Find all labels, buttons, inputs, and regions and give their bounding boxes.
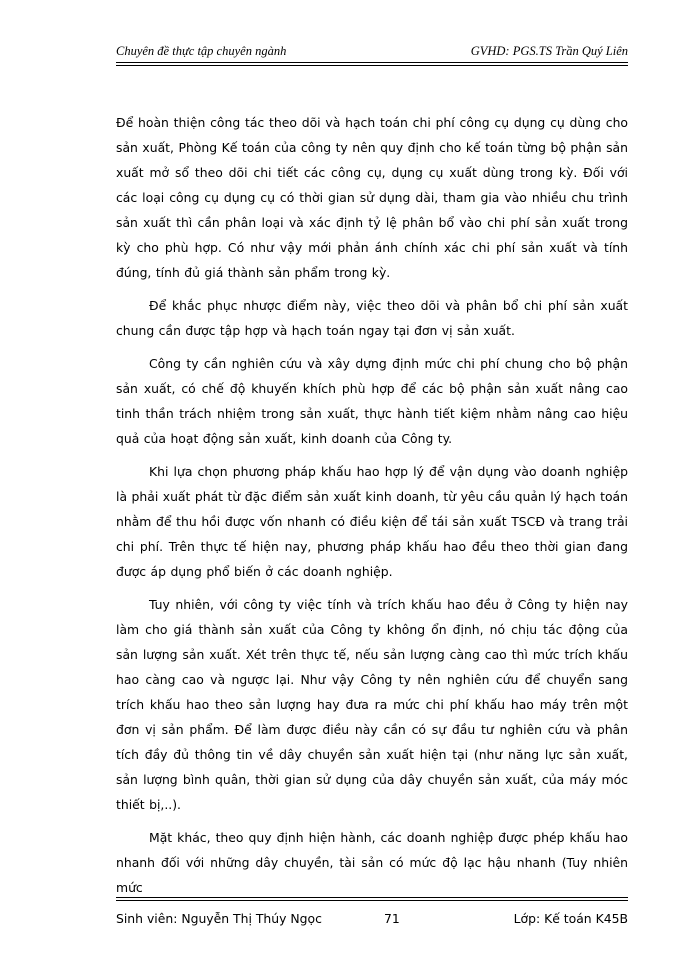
page-footer: [116, 911, 628, 929]
footer-page-number: 71: [384, 911, 400, 926]
footer-divider-top: [116, 897, 628, 898]
header-course-title: Chuyên đề thực tập chuyên ngành: [116, 44, 287, 58]
footer-student-name: Sinh viên: Nguyễn Thị Thúy Ngọc: [116, 911, 322, 926]
page-body: [116, 110, 628, 900]
paragraph-3: Công ty cần nghiên cứu và xây dựng định mức chi phí chung cho bộ phận sản xuất, có chế độ khuyến khích phù hợp để các bộ phận sản xuất nâng cao tinh thần trách nhiệm trong sản xuất, thực hành tiết kiệm nhằm nâng cao hiệu quả của hoạt động sản xuất, kinh doanh của Công ty.: [116, 356, 628, 446]
paragraph-5: Tuy nhiên, với công ty việc tính và trích khấu hao đều ở Công ty hiện nay làm cho giá thành sản xuất của Công ty không ổn định, nó chịu tác động của sản lượng sản xuất. Xét trên thực tế, nếu sản lượng càng cao thì mức trích khấu hao càng cao và ngược lại. Như vậy Công ty nên nghiên cứu để chuyển sang trích khấu hao theo sản lượng hay đưa ra mức chi phí khấu hao máy trên một đơn vị sản phẩm. Để làm được điều này cần có sự đầu tư nghiên cứu và phân tích đầy đủ thông tin về dây chuyền sản xuất hiện tại (như năng lực sản xuất, sản lượng bình quân, thời gian sử dụng của dây chuyền sản xuất, của máy móc thiết bị,..).: [116, 597, 628, 812]
footer-divider-bottom: [116, 900, 628, 901]
page-header: [116, 42, 628, 63]
paragraph-4: Khi lựa chọn phương pháp khấu hao hợp lý để vận dụng vào doanh nghiệp là phải xuất phát từ đặc điểm sản xuất kinh doanh, từ yêu cầu quản lý hạch toán nhằm để thu hồi được vốn nhanh có điều kiện để tái sản xuất TSCĐ và trang trải chi phí. Trên thực tế hiện nay, phương pháp khấu hao đều theo thời gian đang được áp dụng phổ biến ở các doanh nghiệp.: [116, 464, 628, 579]
paragraph-2: Để khắc phục nhược điểm này, việc theo dõi và phân bổ chi phí sản xuất chung cần được tập hợp và hạch toán ngay tại đơn vị sản xuất.: [116, 298, 628, 338]
paragraph-1: Để hoàn thiện công tác theo dõi và hạch toán chi phí công cụ dụng cụ dùng cho sản xuất, Phòng Kế toán của công ty nên quy định cho kế toán từng bộ phận sản xuất mở sổ theo dõi chi tiết các công cụ, dụng cụ xuất dùng trong kỳ. Đối với các loại công cụ dụng cụ có thời gian sử dụng dài, tham gia vào nhiều chu trình sản xuất thì cần phân loại và xác định tỷ lệ phân bổ vào chi phí sản xuất trong kỳ cho phù hợp. Có như vậy mới phản ánh chính xác chi phí sản xuất và tính đúng, tính đủ giá thành sản phẩm trong kỳ.: [116, 115, 628, 280]
footer-class: Lớp: Kế toán K45B: [513, 911, 628, 926]
header-divider: [116, 65, 628, 66]
paragraph-6: Mặt khác, theo quy định hiện hành, các doanh nghiệp được phép khấu hao nhanh đối với những dây chuyền, tài sản có mức độ lạc hậu nhanh (Tuy nhiên mức: [116, 830, 628, 895]
header-supervisor: GVHD: PGS.TS Trần Quý Liên: [470, 44, 628, 58]
